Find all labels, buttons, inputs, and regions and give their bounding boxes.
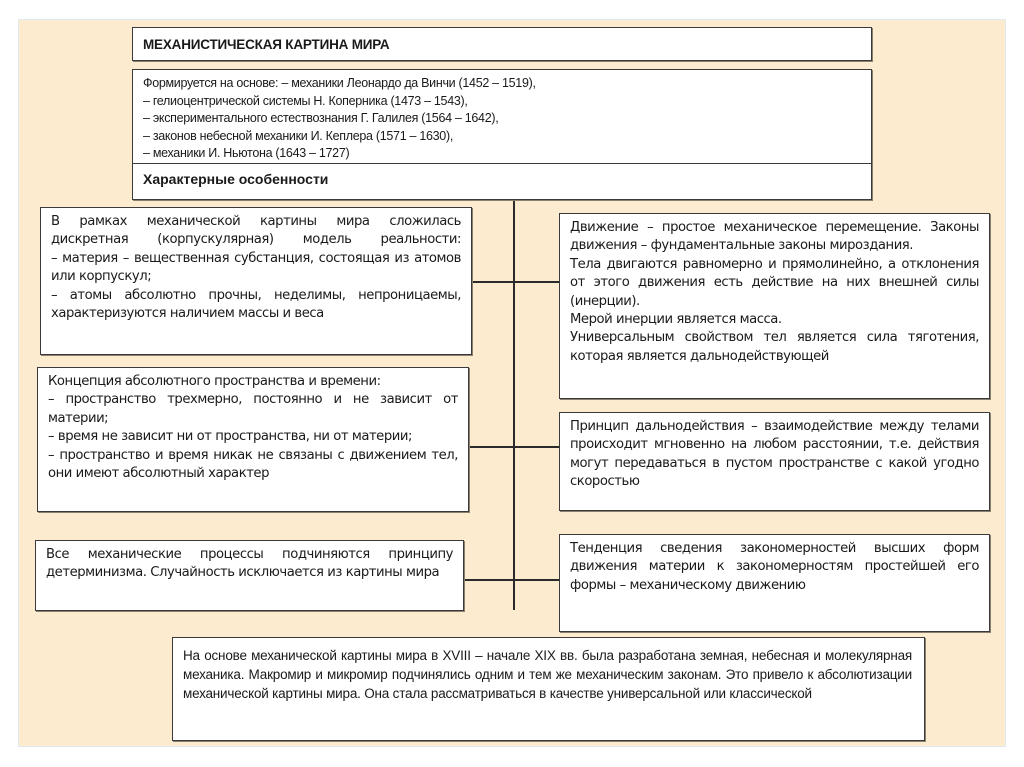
box-paragraph: Тенденция сведения закономерностей высших форм движения материи к закономерностям простейшей его формы – механическому движению [570,541,979,593]
conclusion-box [172,637,925,741]
box-paragraph: Мерой инерции является масса. [570,312,782,328]
box-paragraph: Концепция абсолютного пространства и времени: [48,374,381,389]
connector-left-2 [469,446,514,448]
basis-line: – законов небесной механики И. Кеплера (1571 – 1630), [143,128,453,143]
basis-list [133,70,871,163]
right-box-reduction-tendency [559,534,990,632]
connector-trunk [513,199,515,610]
box-paragraph: Тела двигаются равномерно и прямолинейно, а отклонения от этого движения есть действие на них внешней силы (инерции). [570,256,979,309]
box-paragraph: – пространство трехмерно, постоянно и не зависит от материи; [48,392,458,426]
box-paragraph: Принцип дальнодействия – взаимодействие между телами происходит мгновенно на любом расстоянии, т.е. действия могут передаваться в пустом пространстве с какой угодно скоростью [570,419,979,490]
basis-line: Формируется на основе: – механики Леонардо да Винчи (1452 – 1519), [143,76,536,90]
connector-right-3 [514,579,559,581]
connector-right-2 [514,446,559,448]
left-box-determinism [35,540,464,611]
box-paragraph: Все механические процессы подчиняются принципу детерминизма. Случайность исключается из картины мира [46,547,453,581]
box-paragraph: – материя – вещественная субстанция, состоящая из атомов или корпускул; [51,250,461,285]
connector-left-1 [472,281,514,283]
box-paragraph: Движение – простое механическое перемещение. Законы движения – фундаментальные законы мироздания. [570,220,979,254]
left-box-absolute-space-time [37,367,469,512]
conclusion-text: На основе механической картины мира в XVIII – начале XIX вв. была разработана земная, небесная и молекулярная механика. Макромир и микромир подчинялись одним и тем же механическим законам. Это привело к абсолютизации механической картины мира. Она стала рассматриваться в качестве универсальной или классической [183,648,912,701]
diagram-title: МЕХАНИСТИЧЕСКАЯ КАРТИНА МИРА [132,27,872,61]
box-paragraph: – пространство и время никак не связаны с движением тел, они имеют абсолютный характер [48,447,458,482]
connector-left-3 [464,579,514,581]
box-paragraph: – время не зависит ни от пространства, ни от материи; [48,429,412,445]
connector-right-1 [514,281,559,283]
box-paragraph: – атомы абсолютно прочны, неделимы, непроницаемы, характеризуются наличием массы и веса [51,287,461,322]
basis-line: – механики И. Ньютона (1643 – 1727) [143,146,350,160]
basis-line: – гелиоцентрической системы Н. Коперника (1473 – 1543), [143,93,468,108]
box-paragraph: Универсальным свойством тел является сила тяготения, которая является дальнодействующей [570,330,979,364]
right-box-action-at-distance [559,412,990,511]
basis-line: – экспериментального естествознания Г. Галилея (1564 – 1642), [143,111,499,125]
box-paragraph: В рамках механической картины мира сложилась дискретная (корпускулярная) модель реальности: [51,214,461,248]
left-box-corpuscular-model [40,207,472,355]
right-box-motion [559,213,990,399]
basis-box [132,69,872,200]
characteristics-header: Характерные особенности [143,171,329,187]
